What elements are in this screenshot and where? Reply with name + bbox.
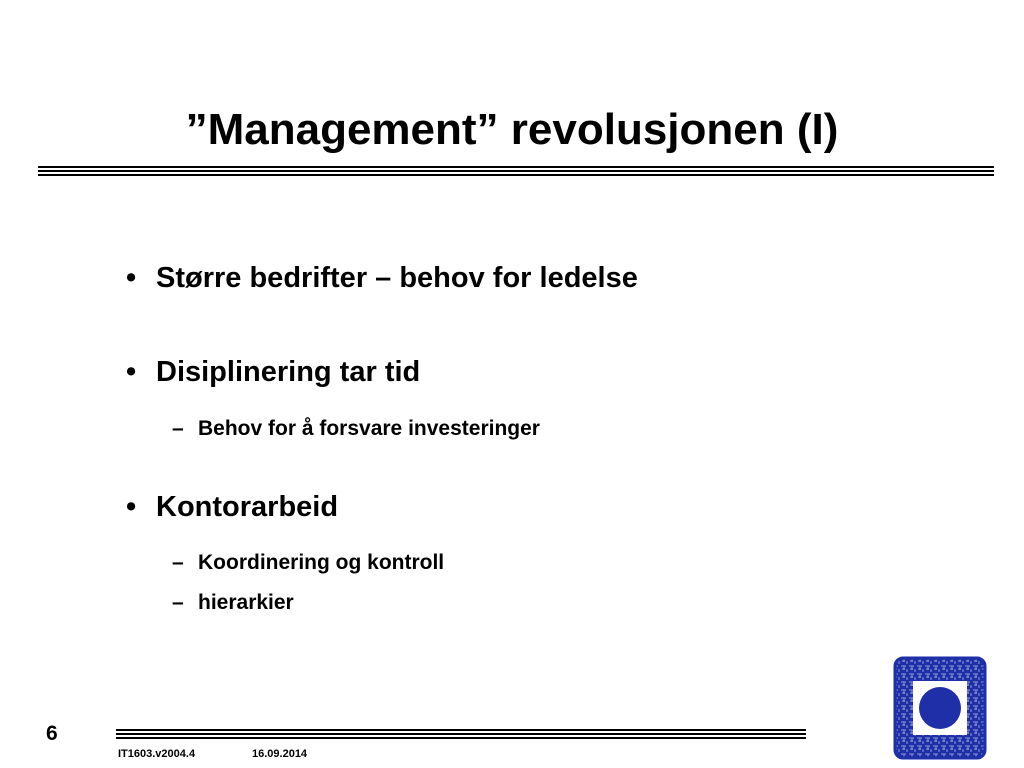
title-divider xyxy=(38,166,994,176)
sub-bullet-symbol: – xyxy=(172,591,184,614)
footer-course-code: IT1603.v2004.4 xyxy=(118,748,196,760)
page-number: 6 xyxy=(46,722,58,745)
footer-date: 16.09.2014 xyxy=(252,748,308,760)
sub-bullet-text: hierarkier xyxy=(198,591,294,614)
bullet-symbol: • xyxy=(126,491,137,523)
sub-bullet-text: Koordinering og kontroll xyxy=(198,551,445,574)
bullet-text: Kontorarbeid xyxy=(156,491,339,523)
bullet-symbol: • xyxy=(126,356,137,388)
footer-divider xyxy=(116,729,806,739)
bullet-text: Disiplinering tar tid xyxy=(156,356,421,388)
bullet-text: Større bedrifter – behov for ledelse xyxy=(156,262,638,294)
bullet-symbol: • xyxy=(126,262,137,294)
sub-bullet-symbol: – xyxy=(172,417,184,440)
ntnu-logo-icon xyxy=(893,656,987,760)
sub-bullet-text: Behov for å forsvare investeringer xyxy=(198,417,540,440)
sub-bullet-symbol: – xyxy=(172,551,184,574)
slide-title: ”Management” revolusjonen (I) xyxy=(185,105,839,154)
